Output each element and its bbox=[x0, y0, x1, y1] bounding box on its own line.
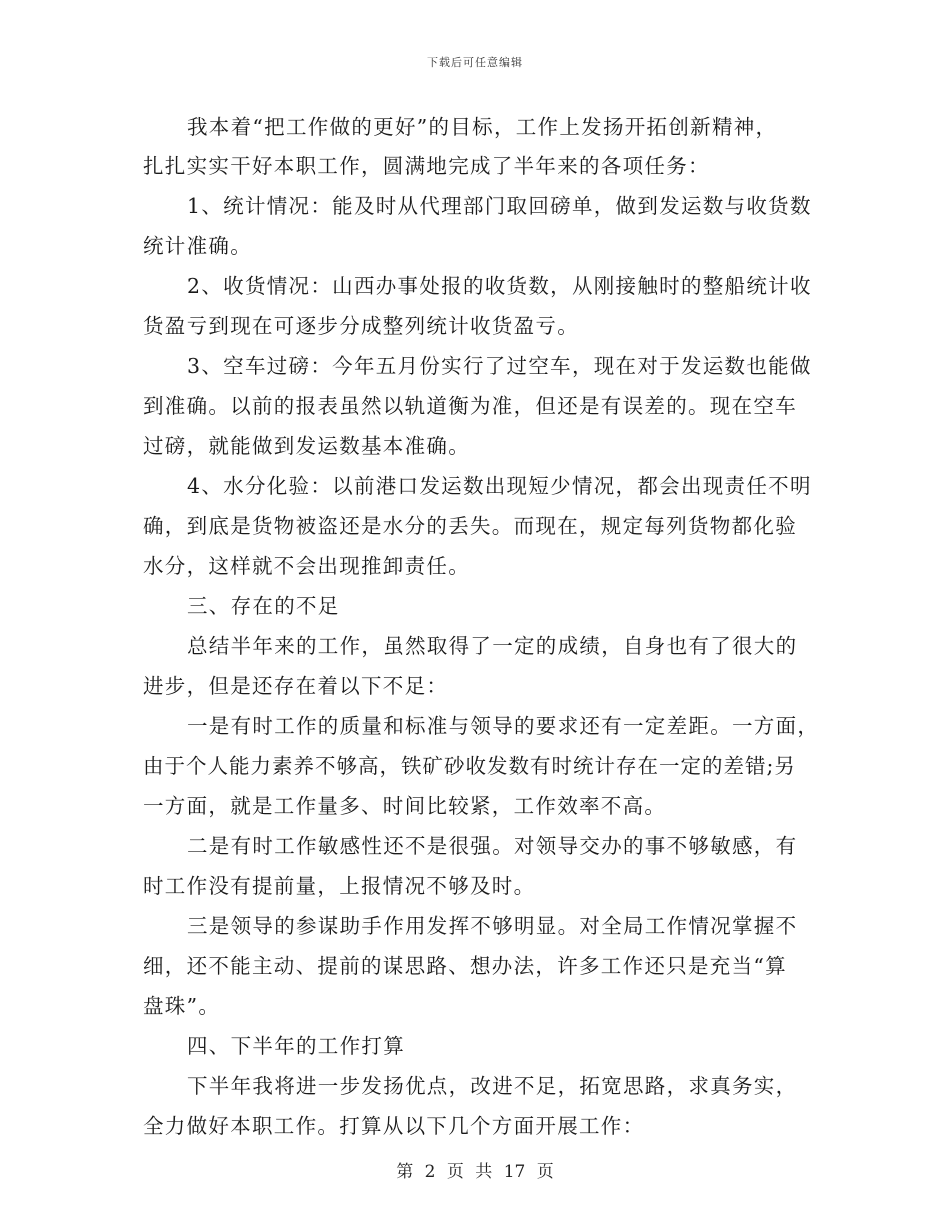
paragraph-line: 到准确。以前的报表虽然以轨道衡为准，但还是有误差的。现在空车 bbox=[143, 394, 797, 418]
paragraph-line: 过磅，就能做到发运数基本准确。 bbox=[143, 434, 470, 458]
paragraph-line: 4、水分化验：以前港口发运数出现短少情况，都会出现责任不明 bbox=[187, 474, 812, 498]
paragraph-line: 由于个人能力素养不够高，铁矿砂收发数有时统计存在一定的差错;另 bbox=[143, 754, 796, 778]
paragraph-line: 全力做好本职工作。打算从以下几个方面开展工作： bbox=[143, 1114, 645, 1138]
paragraph-line: 确，到底是货物被盗还是水分的丢失。而现在，规定每列货物都化验 bbox=[143, 514, 797, 538]
paragraph-line: 水分，这样就不会出现推卸责任。 bbox=[143, 554, 470, 578]
paragraph-line: 扎扎实实干好本职工作，圆满地完成了半年来的各项任务： bbox=[143, 154, 710, 178]
section-heading: 四、下半年的工作打算 bbox=[187, 1034, 405, 1058]
paragraph-line: 二是有时工作敏感性还不是很强。对领导交办的事不够敏感，有 bbox=[187, 834, 798, 858]
paragraph-line: 进步，但是还存在着以下不足： bbox=[143, 674, 449, 698]
paragraph-line: 时工作没有提前量，上报情况不够及时。 bbox=[143, 874, 536, 898]
body-text bbox=[143, 108, 820, 1146]
paragraph-line: 一方面，就是工作量多、时间比较紧，工作效率不高。 bbox=[143, 794, 667, 818]
paragraph-line: 细，还不能主动、提前的谋思路、想办法，许多工作还只是充当“算 bbox=[143, 954, 787, 978]
paragraph-line: 一是有时工作的质量和标准与领导的要求还有一定差距。一方面， bbox=[187, 714, 820, 738]
paragraph-line: 3、空车过磅：今年五月份实行了过空车，现在对于发运数也能做 bbox=[187, 354, 812, 378]
paragraph-line: 我本着“把工作做的更好”的目标，工作上发扬开拓创新精神， bbox=[187, 115, 778, 139]
section-heading: 三、存在的不足 bbox=[187, 594, 340, 618]
header-note: 下载后可任意编辑 bbox=[427, 56, 523, 69]
paragraph-line: 总结半年来的工作，虽然取得了一定的成绩，自身也有了很大的 bbox=[187, 634, 798, 658]
page-number-footer: 第 2 页 共 17 页 bbox=[396, 1162, 554, 1182]
paragraph-line: 1、统计情况：能及时从代理部门取回磅单，做到发运数与收货数 bbox=[187, 194, 812, 218]
paragraph-line: 统计准确。 bbox=[143, 234, 252, 258]
paragraph-line: 下半年我将进一步发扬优点，改进不足，拓宽思路，求真务实， bbox=[187, 1074, 798, 1098]
paragraph-line: 盘珠”。 bbox=[143, 994, 221, 1018]
paragraph-line: 2、收货情况：山西办事处报的收货数，从刚接触时的整船统计收 bbox=[187, 274, 812, 298]
paragraph-line: 三是领导的参谋助手作用发挥不够明显。对全局工作情况掌握不 bbox=[187, 914, 798, 938]
paragraph-line: 货盈亏到现在可逐步分成整列统计收货盈亏。 bbox=[143, 314, 579, 338]
